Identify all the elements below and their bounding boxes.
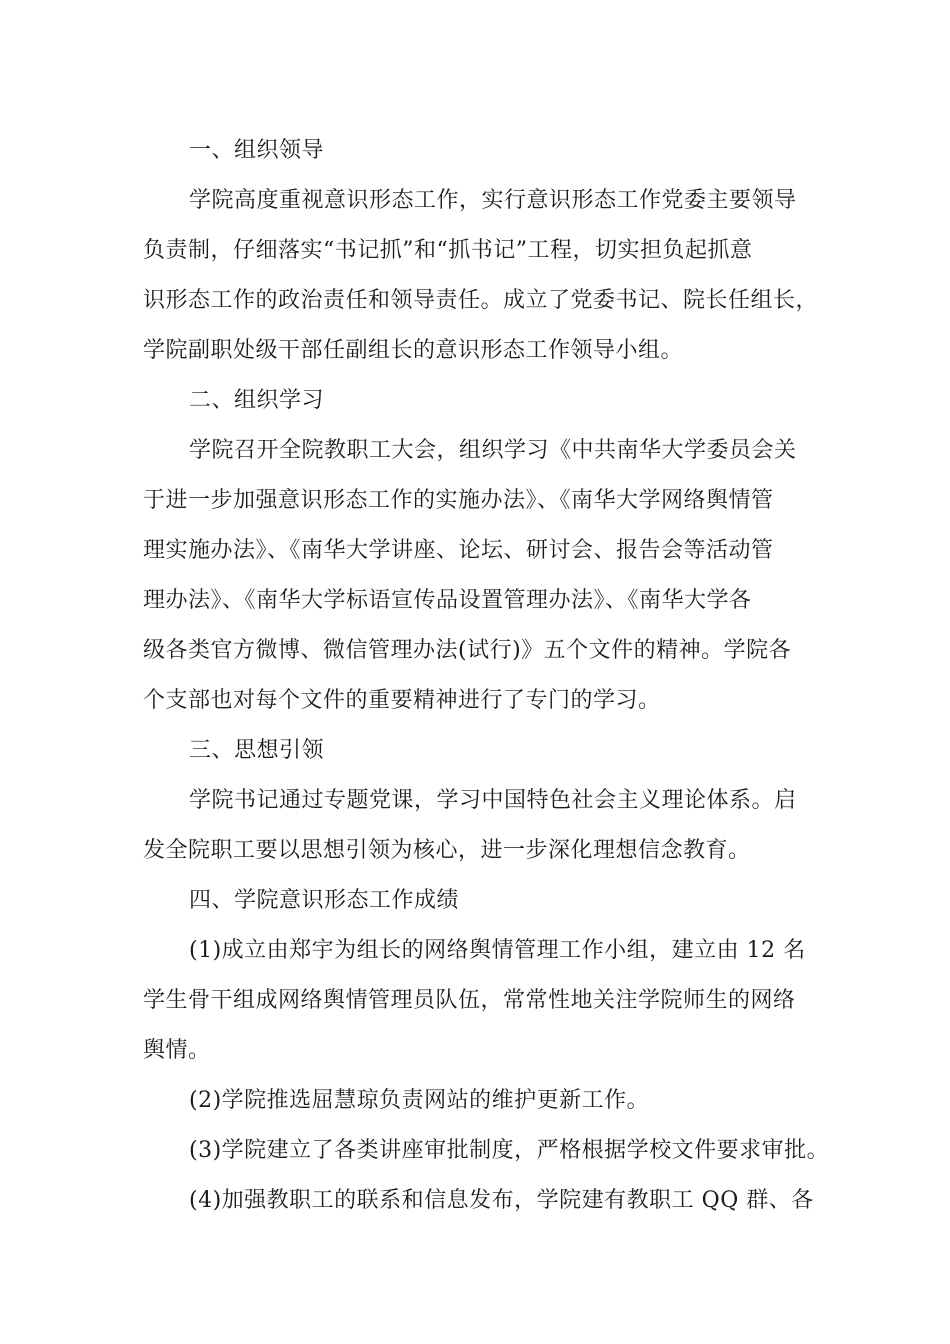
paragraph-line: 于进一步加强意识形态工作的实施办法》、《南华大学网络舆情管 — [143, 488, 774, 513]
paragraph-line: 个支部也对每个文件的重要精神进行了专门的学习。 — [143, 688, 661, 713]
paragraph-line: 学院副职处级干部任副组长的意识形态工作领导小组。 — [143, 338, 684, 363]
paragraph-line: (4)加强教职工的联系和信息发布，学院建有教职工 QQ 群、各 — [189, 1188, 814, 1213]
paragraph-line: 学院书记通过专题党课，学习中国特色社会主义理论体系。启 — [189, 788, 797, 813]
section-heading: 四、学院意识形态工作成绩 — [189, 888, 460, 913]
paragraph-line: 学生骨干组成网络舆情管理员队伍，常常性地关注学院师生的网络 — [143, 988, 796, 1013]
paragraph-line: (2)学院推选屈慧琼负责网站的维护更新工作。 — [189, 1088, 650, 1113]
paragraph-line: 负责制，仔细落实“书记抓”和“抓书记”工程，切实担负起抓意 — [143, 238, 753, 263]
section-heading: 三、思想引领 — [189, 738, 325, 763]
paragraph-line: (3)学院建立了各类讲座审批制度，严格根据学校文件要求审批。 — [189, 1138, 830, 1163]
paragraph-line: (1)成立由郑宇为组长的网络舆情管理工作小组，建立由 12 名 — [189, 938, 806, 963]
paragraph-line: 学院高度重视意识形态工作，实行意识形态工作党委主要领导 — [189, 188, 797, 213]
paragraph-line: 学院召开全院教职工大会，组织学习《中共南华大学委员会关 — [189, 438, 797, 463]
paragraph-line: 舆情。 — [143, 1038, 211, 1063]
paragraph-line: 级各类官方微博、微信管理办法(试行)》五个文件的精神。学院各 — [143, 638, 792, 663]
section-heading: 二、组织学习 — [189, 388, 325, 413]
paragraph-line: 理实施办法》、《南华大学讲座、论坛、研讨会、报告会等活动管 — [143, 538, 774, 563]
section-heading: 一、组织领导 — [189, 138, 325, 163]
paragraph-line: 识形态工作的政治责任和领导责任。成立了党委书记、院长任组长， — [143, 288, 819, 313]
paragraph-line: 理办法》、《南华大学标语宣传品设置管理办法》、《南华大学各 — [143, 588, 752, 613]
paragraph-line: 发全院职工要以思想引领为核心，进一步深化理想信念教育。 — [143, 838, 751, 863]
